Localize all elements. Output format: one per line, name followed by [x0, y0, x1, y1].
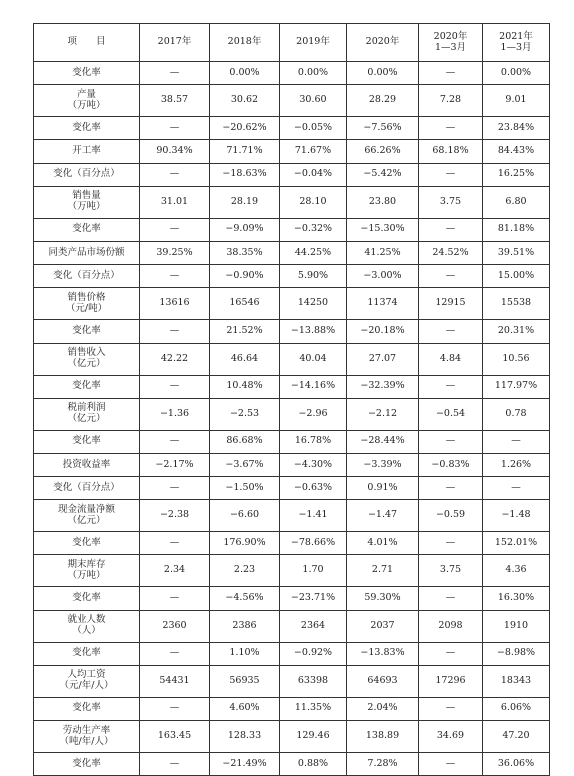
table-cell: — — [140, 375, 210, 398]
table-cell: 117.97% — [483, 375, 550, 398]
row-label: 变化率 — [34, 697, 140, 720]
table-cell: 1910 — [483, 610, 550, 642]
table-cell: −7.56% — [347, 117, 419, 140]
table-cell: −2.96 — [280, 398, 347, 430]
table-cell: 138.89 — [347, 721, 419, 753]
table-cell: 0.00% — [347, 62, 419, 85]
table-cell: 17296 — [419, 665, 483, 697]
table-cell: −78.66% — [280, 532, 347, 555]
table-cell: 41.25% — [347, 241, 419, 264]
table-row — [34, 163, 550, 186]
table-cell: — — [140, 265, 210, 288]
table-cell: 3.75 — [419, 555, 483, 587]
table-cell: — — [419, 642, 483, 665]
row-label: 变化率 — [34, 62, 140, 85]
table-row — [34, 532, 550, 555]
header-period-1: 2017年 — [140, 24, 210, 62]
table-row — [34, 587, 550, 610]
table-cell: — — [419, 375, 483, 398]
table-cell: — — [419, 320, 483, 343]
table-cell: −1.47 — [347, 500, 419, 532]
table-cell: 16.25% — [483, 163, 550, 186]
table-cell: — — [419, 62, 483, 85]
table-cell: 5.90% — [280, 265, 347, 288]
table-cell: 30.60 — [280, 85, 347, 117]
table-cell: — — [419, 117, 483, 140]
table-cell: 2098 — [419, 610, 483, 642]
row-label: 变化率 — [34, 218, 140, 241]
table-cell: −3.39% — [347, 453, 419, 476]
table-cell: 11374 — [347, 288, 419, 320]
table-cell: −0.54 — [419, 398, 483, 430]
row-label: 同类产品市场份额 — [34, 241, 140, 264]
table-cell: — — [419, 587, 483, 610]
row-label: 变化（百分点） — [34, 265, 140, 288]
table-cell: 36.06% — [483, 753, 550, 776]
table-cell: — — [419, 218, 483, 241]
table-cell: — — [419, 532, 483, 555]
table-cell: 39.25% — [140, 241, 210, 264]
table-cell: −5.42% — [347, 163, 419, 186]
table-row — [34, 398, 550, 430]
table-body — [34, 62, 550, 776]
table-cell: 0.00% — [280, 62, 347, 85]
table-cell: 7.28 — [419, 85, 483, 117]
table-cell: −28.44% — [347, 430, 419, 453]
table-cell: 46.64 — [210, 343, 280, 375]
table-cell: −8.98% — [483, 642, 550, 665]
row-label: 变化率 — [34, 753, 140, 776]
row-label: 变化（百分点） — [34, 163, 140, 186]
table-cell: 10.56 — [483, 343, 550, 375]
table-cell: −2.38 — [140, 500, 210, 532]
table-cell: 42.22 — [140, 343, 210, 375]
table-cell: −1.50% — [210, 477, 280, 500]
table-cell: 68.18% — [419, 140, 483, 163]
table-cell: −13.88% — [280, 320, 347, 343]
table-cell: 128.33 — [210, 721, 280, 753]
table-cell: 39.51% — [483, 241, 550, 264]
header-period-6: 2021年 1—3月 — [483, 24, 550, 62]
table-cell: 27.07 — [347, 343, 419, 375]
table-cell: −2.17% — [140, 453, 210, 476]
table-row — [34, 430, 550, 453]
table-cell: 44.25% — [280, 241, 347, 264]
table-cell: 2037 — [347, 610, 419, 642]
table-cell: 40.04 — [280, 343, 347, 375]
row-label: 变化率 — [34, 375, 140, 398]
table-cell: 129.46 — [280, 721, 347, 753]
row-label: 开工率 — [34, 140, 140, 163]
table-cell: 1.10% — [210, 642, 280, 665]
table-cell: 71.67% — [280, 140, 347, 163]
table-cell: 86.68% — [210, 430, 280, 453]
table-cell: 2.23 — [210, 555, 280, 587]
table-cell: 0.88% — [280, 753, 347, 776]
table-cell: 28.29 — [347, 85, 419, 117]
table-cell: 4.60% — [210, 697, 280, 720]
table-cell: −20.62% — [210, 117, 280, 140]
table-cell: 90.34% — [140, 140, 210, 163]
table-cell: 30.62 — [210, 85, 280, 117]
table-cell: 23.84% — [483, 117, 550, 140]
table-row — [34, 477, 550, 500]
table-cell: 14250 — [280, 288, 347, 320]
table-cell: 1.70 — [280, 555, 347, 587]
table-cell: 16.78% — [280, 430, 347, 453]
table-cell: 10.48% — [210, 375, 280, 398]
row-label: 变化率 — [34, 430, 140, 453]
row-label: 现金流量净额 （亿元） — [34, 500, 140, 532]
row-label: 人均工资 （元/年/人） — [34, 665, 140, 697]
table-cell: 15.00% — [483, 265, 550, 288]
table-cell: — — [419, 265, 483, 288]
table-cell: −20.18% — [347, 320, 419, 343]
table-cell: 47.20 — [483, 721, 550, 753]
table-row — [34, 117, 550, 140]
table-cell: 64693 — [347, 665, 419, 697]
table-cell: 28.10 — [280, 186, 347, 218]
table-row — [34, 753, 550, 776]
table-cell: 31.01 — [140, 186, 210, 218]
table-row — [34, 721, 550, 753]
table-cell: 9.01 — [483, 85, 550, 117]
table-cell: −3.67% — [210, 453, 280, 476]
table-cell: 16.30% — [483, 587, 550, 610]
table-cell: 2364 — [280, 610, 347, 642]
table-row — [34, 555, 550, 587]
table-cell: −14.16% — [280, 375, 347, 398]
table-cell: 54431 — [140, 665, 210, 697]
table-cell: 15538 — [483, 288, 550, 320]
table-cell: 2.71 — [347, 555, 419, 587]
table-cell: 16546 — [210, 288, 280, 320]
row-label: 劳动生产率 （吨/年/人） — [34, 721, 140, 753]
table-cell: −18.63% — [210, 163, 280, 186]
table-cell: 13616 — [140, 288, 210, 320]
table-row — [34, 186, 550, 218]
table-cell: −1.48 — [483, 500, 550, 532]
header-period-3: 2019年 — [280, 24, 347, 62]
table-cell: 11.35% — [280, 697, 347, 720]
table-cell: −2.53 — [210, 398, 280, 430]
table-cell: — — [483, 477, 550, 500]
row-label: 销售收入 （亿元） — [34, 343, 140, 375]
table-cell: 38.35% — [210, 241, 280, 264]
table-cell: 23.80 — [347, 186, 419, 218]
table-cell: 12915 — [419, 288, 483, 320]
table-cell: 24.52% — [419, 241, 483, 264]
table-cell: 28.19 — [210, 186, 280, 218]
table-row — [34, 642, 550, 665]
row-label: 就业人数 （人） — [34, 610, 140, 642]
table-row — [34, 241, 550, 264]
table-cell: 152.01% — [483, 532, 550, 555]
table-cell: 2.34 — [140, 555, 210, 587]
table-cell: — — [140, 218, 210, 241]
table-cell: 0.91% — [347, 477, 419, 500]
header-period-5: 2020年 1—3月 — [419, 24, 483, 62]
table-cell: 59.30% — [347, 587, 419, 610]
table-cell: 4.84 — [419, 343, 483, 375]
table-cell: 34.69 — [419, 721, 483, 753]
table-header-row — [34, 24, 550, 62]
table-cell: — — [419, 753, 483, 776]
table-cell: — — [140, 587, 210, 610]
row-label: 销售量 （万吨） — [34, 186, 140, 218]
table-row — [34, 343, 550, 375]
row-label: 变化率 — [34, 320, 140, 343]
table-cell: −13.83% — [347, 642, 419, 665]
table-row — [34, 288, 550, 320]
row-label: 销售价格 （元/吨） — [34, 288, 140, 320]
table-cell: — — [140, 642, 210, 665]
table-cell: 71.71% — [210, 140, 280, 163]
table-cell: — — [140, 477, 210, 500]
table-cell: — — [140, 163, 210, 186]
data-table — [33, 23, 550, 776]
table-cell: 38.57 — [140, 85, 210, 117]
header-item-label: 项 目 — [34, 24, 140, 62]
table-cell: 2.04% — [347, 697, 419, 720]
table-cell: 21.52% — [210, 320, 280, 343]
table-cell: −0.90% — [210, 265, 280, 288]
row-label: 投资收益率 — [34, 453, 140, 476]
table-row — [34, 500, 550, 532]
header-period-4: 2020年 — [347, 24, 419, 62]
table-cell: 0.78 — [483, 398, 550, 430]
table-cell: −0.05% — [280, 117, 347, 140]
table-cell: 6.06% — [483, 697, 550, 720]
table-cell: — — [419, 163, 483, 186]
table-cell: 2360 — [140, 610, 210, 642]
table-cell: −9.09% — [210, 218, 280, 241]
table-cell: 84.43% — [483, 140, 550, 163]
table-cell: −0.92% — [280, 642, 347, 665]
row-label: 期末库存 （万吨） — [34, 555, 140, 587]
row-label: 变化率 — [34, 532, 140, 555]
table-cell: 6.80 — [483, 186, 550, 218]
table-row — [34, 665, 550, 697]
table-cell: 63398 — [280, 665, 347, 697]
row-label: 税前利润 （亿元） — [34, 398, 140, 430]
table-cell: 66.26% — [347, 140, 419, 163]
table-cell: 0.00% — [483, 62, 550, 85]
table-cell: — — [140, 117, 210, 140]
table-cell: 4.36 — [483, 555, 550, 587]
row-label: 变化率 — [34, 642, 140, 665]
table-cell: −2.12 — [347, 398, 419, 430]
table-cell: −21.49% — [210, 753, 280, 776]
table-cell: — — [140, 62, 210, 85]
table-row — [34, 62, 550, 85]
table-cell: 163.45 — [140, 721, 210, 753]
table-row — [34, 320, 550, 343]
table-cell: — — [140, 320, 210, 343]
table-cell: — — [483, 430, 550, 453]
table-cell: 2386 — [210, 610, 280, 642]
table-row — [34, 375, 550, 398]
table-cell: — — [419, 697, 483, 720]
table-cell: — — [140, 532, 210, 555]
table-cell: 3.75 — [419, 186, 483, 218]
table-cell: 7.28% — [347, 753, 419, 776]
table-cell: — — [419, 430, 483, 453]
row-label: 变化率 — [34, 117, 140, 140]
table-cell: −32.39% — [347, 375, 419, 398]
table-cell: −0.59 — [419, 500, 483, 532]
table-cell: 18343 — [483, 665, 550, 697]
table-cell: 176.90% — [210, 532, 280, 555]
table-cell: −4.30% — [280, 453, 347, 476]
table-cell: 1.26% — [483, 453, 550, 476]
table-cell: −15.30% — [347, 218, 419, 241]
table-cell: 0.00% — [210, 62, 280, 85]
table-row — [34, 610, 550, 642]
table-row — [34, 85, 550, 117]
table-cell: 4.01% — [347, 532, 419, 555]
table-cell: 56935 — [210, 665, 280, 697]
row-label: 变化（百分点） — [34, 477, 140, 500]
table-row — [34, 453, 550, 476]
table-row — [34, 697, 550, 720]
table-cell: −0.63% — [280, 477, 347, 500]
table-cell: 20.31% — [483, 320, 550, 343]
table-cell: −0.83% — [419, 453, 483, 476]
table-cell: — — [140, 697, 210, 720]
table-cell: −23.71% — [280, 587, 347, 610]
table-cell: −0.04% — [280, 163, 347, 186]
table-cell: −4.56% — [210, 587, 280, 610]
table-cell: −0.32% — [280, 218, 347, 241]
table-cell: — — [419, 477, 483, 500]
table-cell: 81.18% — [483, 218, 550, 241]
table-cell: −6.60 — [210, 500, 280, 532]
row-label: 产量 （万吨） — [34, 85, 140, 117]
table-cell: −1.36 — [140, 398, 210, 430]
table-cell: — — [140, 753, 210, 776]
row-label: 变化率 — [34, 587, 140, 610]
header-period-2: 2018年 — [210, 24, 280, 62]
table-cell: −1.41 — [280, 500, 347, 532]
table-row — [34, 265, 550, 288]
table-cell: — — [140, 430, 210, 453]
table-row — [34, 140, 550, 163]
table-cell: −3.00% — [347, 265, 419, 288]
table-row — [34, 218, 550, 241]
